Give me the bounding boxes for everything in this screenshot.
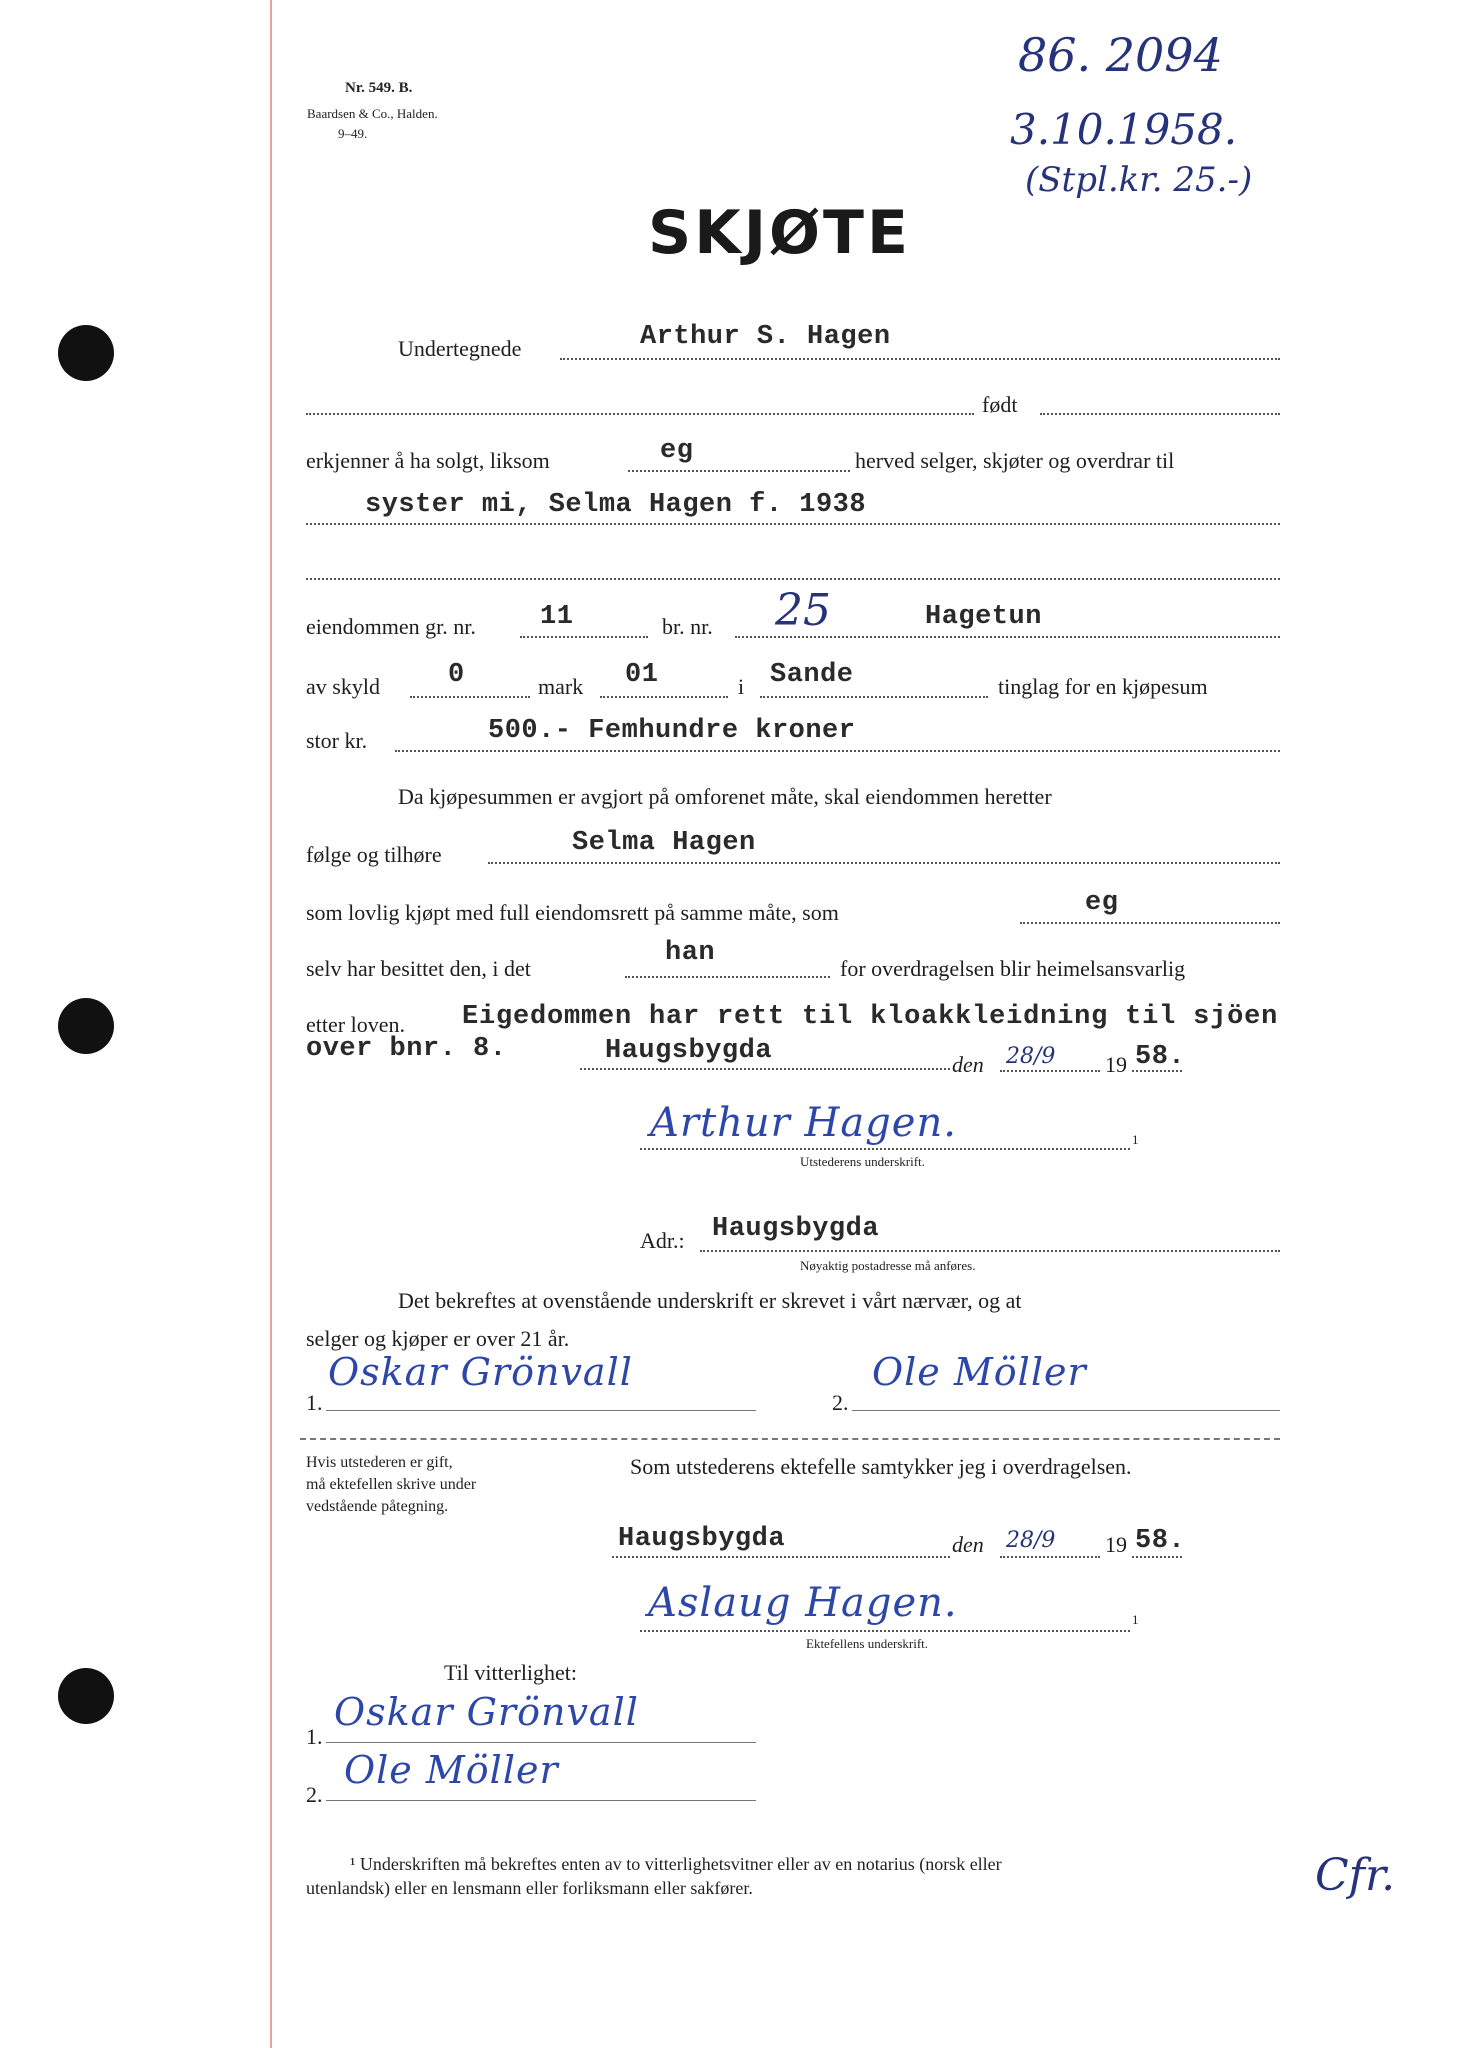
fill-line: [1000, 1556, 1100, 1558]
label-i: i: [738, 674, 745, 699]
footnote-line-1: ¹ Underskriften må bekreftes enten av to vitterlighetsvitner eller av en notarius (norsk eller: [350, 1854, 1002, 1874]
year2-value: 58.: [1135, 1526, 1186, 1556]
liksom-value: eg: [660, 436, 694, 466]
footnote-ref: 1: [1132, 1132, 1139, 1147]
footnote-line-2: utenlandsk) eller en lensmann eller forliksmann eller sakfører.: [306, 1878, 753, 1898]
label-herved: herved selger, skjøter og overdrar til: [855, 448, 1175, 473]
gr-nr-value: 11: [540, 602, 574, 632]
new-owner-value: Selma Hagen: [572, 828, 756, 858]
signature-line: [326, 1800, 756, 1801]
fill-line: [1040, 413, 1280, 415]
text-bekreftes: Det bekreftes at ovenstående underskrift er skrevet i vårt nærvær, og at: [398, 1288, 1022, 1313]
label-folge: følge og tilhøre: [306, 842, 442, 867]
stamp-fee-note: (Stpl.kr. 25.-): [1025, 160, 1253, 200]
fill-line: [760, 696, 988, 698]
vitne2-signature: Ole Möller: [344, 1748, 559, 1792]
registration-date: 3.10.1958.: [1010, 105, 1238, 154]
punch-hole: [58, 325, 114, 381]
seller-signature: Arthur Hagen.: [650, 1100, 957, 1146]
punch-hole: [58, 1668, 114, 1724]
i-det-value: han: [665, 938, 716, 968]
label-mark: mark: [538, 674, 584, 699]
fill-line: [580, 1068, 950, 1070]
som-value: eg: [1085, 888, 1119, 918]
label-undertegnede: Undertegnede: [398, 336, 522, 361]
label-fodt: født: [982, 392, 1018, 417]
document-title: SKJØTE: [648, 198, 911, 268]
label-som-lovlig: som lovlig kjøpt med full eiendomsrett på samme måte, som: [306, 900, 839, 925]
fill-line: [488, 862, 1280, 864]
label-den-2: den: [952, 1532, 984, 1557]
fill-line: [395, 750, 1280, 752]
fill-line: [735, 636, 1280, 638]
label-year: 19: [1105, 1052, 1127, 1077]
signature-line: [326, 1410, 756, 1411]
label-av-skyld: av skyld: [306, 674, 380, 699]
label-ektefelle-underskrift: Ektefellens underskrift.: [806, 1636, 929, 1651]
fill-line: [1132, 1556, 1182, 1558]
fill-line: [1000, 1070, 1100, 1072]
fill-line: [700, 1250, 1280, 1252]
spouse-signature: Aslaug Hagen.: [648, 1580, 958, 1626]
label-br-nr: br. nr.: [662, 614, 713, 639]
label-adr: Adr.:: [640, 1228, 685, 1253]
label-selv-har: selv har besittet den, i det: [306, 956, 531, 981]
price-value: 500.- Femhundre kroner: [488, 716, 856, 746]
label-stor-kr: stor kr.: [306, 728, 368, 753]
label-for-overdragelsen: for overdragelsen blir heimelsansvarlig: [840, 956, 1186, 981]
fill-line: [1020, 922, 1280, 924]
address-value: Haugsbygda: [712, 1214, 880, 1244]
printer-name: Baardsen & Co., Halden.: [307, 106, 438, 121]
label-den: den: [952, 1052, 984, 1077]
note-hvis-gift: Hvis utstederen er gift, må ektefellen skrive under vedstående påtegning.: [306, 1454, 477, 1515]
signature-line: [326, 1742, 756, 1743]
witness1-signature: Oskar Grönvall: [328, 1350, 633, 1394]
fill-line: [560, 358, 1280, 360]
place-value: Haugsbygda: [605, 1036, 773, 1066]
punch-hole: [58, 998, 114, 1054]
place2-value: Haugsbygda: [618, 1524, 786, 1554]
label-til-vitterlighet: Til vitterlighet:: [444, 1660, 578, 1685]
buyer-name: syster mi, Selma Hagen f. 1938: [365, 490, 867, 520]
form-number: Nr. 549. B.: [345, 80, 413, 96]
footnote-ref-2: 1: [1132, 1612, 1139, 1627]
fill-line: [600, 696, 728, 698]
label-year-2: 19: [1105, 1532, 1127, 1557]
signature-line: [640, 1148, 1130, 1150]
date-day: 28/9: [1006, 1044, 1056, 1069]
tinglag-value: Sande: [770, 660, 854, 690]
seller-name: Arthur S. Hagen: [640, 322, 891, 352]
fill-line: [306, 413, 974, 415]
property-name: Hagetun: [925, 602, 1042, 632]
text-selger-kjoper: selger og kjøper er over 21 år.: [306, 1326, 570, 1351]
fill-line: [306, 578, 1280, 580]
label-erkjenner: erkjenner å ha solgt, liksom: [306, 448, 550, 473]
label-tinglag: tinglag for en kjøpesum: [998, 674, 1208, 699]
label-eiendommen-gr: eiendommen gr. nr.: [306, 614, 476, 639]
special-clause-2: over bnr. 8.: [306, 1034, 507, 1064]
signature-line: [852, 1410, 1280, 1411]
label-postadresse: Nøyaktig postadresse må anføres.: [800, 1258, 976, 1273]
year-value: 58.: [1135, 1042, 1186, 1072]
date-day-2: 28/9: [1006, 1528, 1056, 1553]
vitne-number-1: 1.: [306, 1724, 323, 1749]
fill-line: [520, 636, 648, 638]
fill-line: [628, 470, 850, 472]
margin-rule: [270, 0, 272, 2048]
witness-number-1: 1.: [306, 1390, 323, 1415]
text-da-kjopesummen: Da kjøpesummen er avgjort på omforenet måte, skal eiendommen heretter: [398, 784, 1052, 809]
fill-line: [612, 1556, 950, 1558]
label-utsteder-underskrift: Utstederens underskrift.: [800, 1154, 925, 1169]
label-etter-loven: etter loven.: [306, 1012, 405, 1037]
special-clause: Eigedommen har rett til kloakkleidning til sjöen: [462, 1002, 1279, 1032]
witness-number-2: 2.: [832, 1390, 849, 1415]
vitne-number-2: 2.: [306, 1782, 323, 1807]
fill-line: [625, 976, 830, 978]
br-nr-value: 25: [775, 585, 831, 636]
form-edition: 9–49.: [338, 126, 368, 141]
mark-value: 01: [625, 660, 659, 690]
section-divider: [300, 1438, 1280, 1440]
vitne1-signature: Oskar Grönvall: [334, 1690, 639, 1734]
skyld-value: 0: [448, 660, 465, 690]
signature-line: [640, 1630, 1130, 1632]
initials: Cfr.: [1315, 1850, 1396, 1901]
document-number: 86. 2094: [1018, 28, 1223, 82]
text-samtykker: Som utstederens ektefelle samtykker jeg i overdragelsen.: [630, 1454, 1132, 1479]
fill-line: [410, 696, 530, 698]
witness2-signature: Ole Möller: [872, 1350, 1087, 1394]
fill-line: [306, 523, 1280, 525]
